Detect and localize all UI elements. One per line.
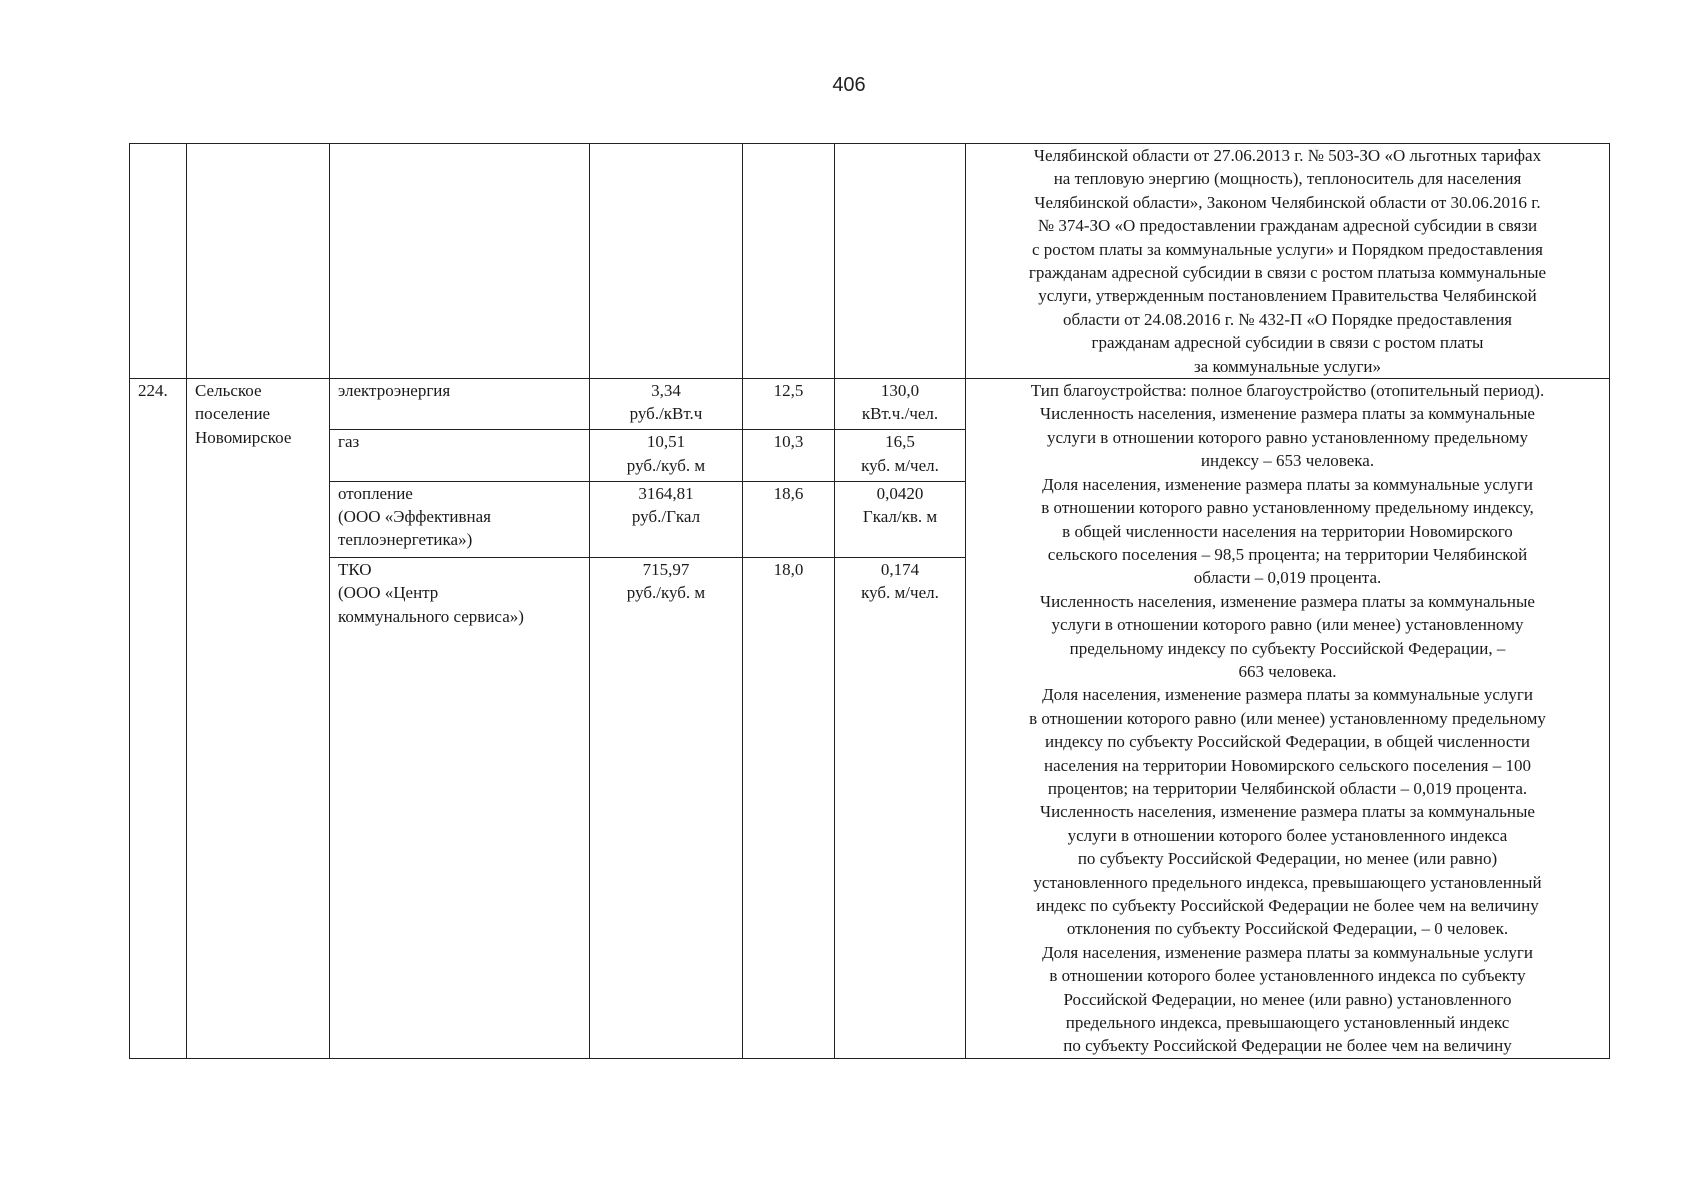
- note-line: в отношении которого более установленного индекса по субъекту: [1049, 966, 1526, 986]
- norm-value: 0,0420: [876, 483, 924, 503]
- norm-value: 130,0: [880, 381, 920, 401]
- service-name-line: (ООО «Эффективная: [338, 506, 491, 526]
- entry-number: 224.: [130, 379, 187, 1059]
- note-line: 663 человека.: [1238, 661, 1337, 681]
- empty-cell-norm: [835, 144, 966, 379]
- note-line: гражданам адресной субсидии в связи с ростом платыза коммунальные: [1028, 263, 1547, 283]
- service-name: [330, 481, 590, 557]
- note-line: услуги в отношении которого равно установленному предельному: [1046, 427, 1529, 447]
- note-line: Челябинской области», Законом Челябинской области от 30.06.2016 г.: [1034, 192, 1541, 212]
- note-line: Численность населения, изменение размера платы за коммунальные: [1040, 802, 1535, 822]
- note-line: на тепловую энергию (мощность), теплоноситель для населения: [1053, 169, 1522, 189]
- settlement-name-cell: [187, 379, 330, 1059]
- tariff-table: [129, 143, 1610, 1059]
- note-line: услуги в отношении которого равно (или менее) установленному: [1051, 615, 1524, 635]
- service-name-line: электроэнергия: [338, 381, 451, 401]
- empty-cell-settlement: [187, 144, 330, 379]
- note-line: установленного предельного индекса, превышающего установленный: [1033, 872, 1542, 892]
- note-line: индексу по субъекту Российской Федерации, в общей численности: [1045, 732, 1530, 752]
- service-norm: [835, 379, 966, 430]
- service-tariff: [590, 430, 743, 481]
- note-line: Доля населения, изменение размера платы за коммунальные услуги: [1042, 942, 1533, 962]
- service-norm: [835, 557, 966, 1058]
- service-name-line: отопление: [338, 483, 413, 503]
- norm-unit: куб. м/чел.: [861, 455, 939, 475]
- norm-value: 16,5: [885, 432, 915, 452]
- empty-cell-service: [330, 144, 590, 379]
- note-line: индексу – 653 человека.: [1200, 451, 1375, 471]
- service-index: 18,6: [743, 481, 835, 557]
- note-line: за коммунальные услуги»: [1193, 356, 1382, 376]
- note-line: услуги, утвержденным постановлением Правительства Челябинской: [1038, 286, 1537, 306]
- service-name-line: (ООО «Центр: [338, 583, 439, 603]
- empty-cell-tariff: [590, 144, 743, 379]
- note-line: гражданам адресной субсидии в связи с ростом платы: [1091, 333, 1484, 353]
- note-line: Челябинской области от 27.06.2013 г. № 503-ЗО «О льготных тарифах: [1033, 146, 1542, 165]
- note-line: процентов; на территории Челябинской области – 0,019 процента.: [1047, 778, 1528, 798]
- note-line: сельского поселения – 98,5 процента; на территории Челябинской: [1047, 544, 1528, 564]
- service-tariff: [590, 557, 743, 1058]
- tariff-unit: руб./кВт.ч: [629, 404, 703, 424]
- note-line: области – 0,019 процента.: [1193, 568, 1382, 588]
- note-line: Доля населения, изменение размера платы за коммунальные услуги: [1042, 685, 1533, 705]
- empty-cell-number: [130, 144, 187, 379]
- note-line: Российской Федерации, но менее (или равно) установленного: [1063, 989, 1512, 1009]
- note-line: Тип благоустройства: полное благоустройство (отопительный период).: [1030, 381, 1545, 401]
- service-tariff: [590, 379, 743, 430]
- note-line: по субъекту Российской Федерации не более чем на величину: [1063, 1036, 1512, 1056]
- empty-cell-index: [743, 144, 835, 379]
- service-name-line: теплоэнергетика»): [338, 530, 473, 550]
- norm-unit: Гкал/кв. м: [862, 506, 938, 526]
- service-name-line: ТКО: [338, 559, 372, 579]
- tariff-unit: руб./куб. м: [626, 455, 706, 475]
- service-name: [330, 379, 590, 430]
- note-line: в отношении которого равно (или менее) установленному предельному: [1029, 708, 1546, 728]
- note-line: индекс по субъекту Российской Федерации не более чем на величину: [1036, 896, 1539, 915]
- note-line: в общей численности населения на территории Новомирского: [1062, 521, 1513, 541]
- service-index: 12,5: [743, 379, 835, 430]
- tariff-value: 715,97: [642, 559, 690, 579]
- note-line: предельного индекса, превышающего установленный индекс: [1065, 1013, 1510, 1033]
- norm-unit: кВт.ч./чел.: [861, 404, 939, 424]
- tariff-unit: руб./куб. м: [626, 583, 706, 603]
- note-line: области от 24.08.2016 г. № 432-П «О Порядке предоставления: [1063, 309, 1512, 329]
- service-index: 18,0: [743, 557, 835, 1058]
- service-name-line: газ: [338, 432, 360, 452]
- note-line: Численность населения, изменение размера платы за коммунальные: [1040, 404, 1535, 424]
- note-line: отклонения по субъекту Российской Федерации, – 0 человек.: [1066, 919, 1509, 939]
- service-norm: [835, 481, 966, 557]
- page-number: 406: [832, 74, 866, 96]
- note-line: по субъекту Российской Федерации, но менее (или равно): [1077, 849, 1498, 869]
- service-index: 10,3: [743, 430, 835, 481]
- continuation-note-cell: [966, 144, 1610, 379]
- service-tariff: [590, 481, 743, 557]
- note-line: Доля населения, изменение размера платы за коммунальные услуги: [1042, 474, 1533, 494]
- note-line: услуги в отношении которого более установленного индекса: [1067, 825, 1508, 845]
- service-row-electricity: [130, 379, 1610, 430]
- continuation-row: [130, 144, 1610, 379]
- settlement-line: Новомирское: [195, 427, 292, 447]
- tariff-value: 3164,81: [638, 483, 694, 503]
- service-name: [330, 557, 590, 1058]
- entry-note-cell: [966, 379, 1610, 1059]
- service-name-line: коммунального сервиса»): [338, 606, 524, 626]
- note-line: Численность населения, изменение размера платы за коммунальные: [1040, 591, 1535, 611]
- note-line: с ростом платы за коммунальные услуги» и Порядком предоставления: [1032, 239, 1543, 259]
- settlement-line: Сельское: [195, 381, 262, 401]
- note-line: населения на территории Новомирского сельского поселения – 100: [1044, 755, 1531, 775]
- service-name: [330, 430, 590, 481]
- note-line: предельному индексу по субъекту Российской Федерации, –: [1069, 638, 1506, 658]
- note-line: № 374-ЗО «О предоставлении гражданам адресной субсидии в связи: [1037, 216, 1538, 236]
- settlement-line: поселение: [195, 404, 271, 424]
- tariff-value: 3,34: [651, 381, 681, 401]
- norm-value: 0,174: [880, 559, 920, 579]
- tariff-value: 10,51: [646, 432, 686, 452]
- tariff-unit: руб./Гкал: [631, 506, 701, 526]
- note-line: в отношении которого равно установленному предельному индексу,: [1041, 498, 1534, 518]
- service-norm: [835, 430, 966, 481]
- norm-unit: куб. м/чел.: [861, 583, 939, 603]
